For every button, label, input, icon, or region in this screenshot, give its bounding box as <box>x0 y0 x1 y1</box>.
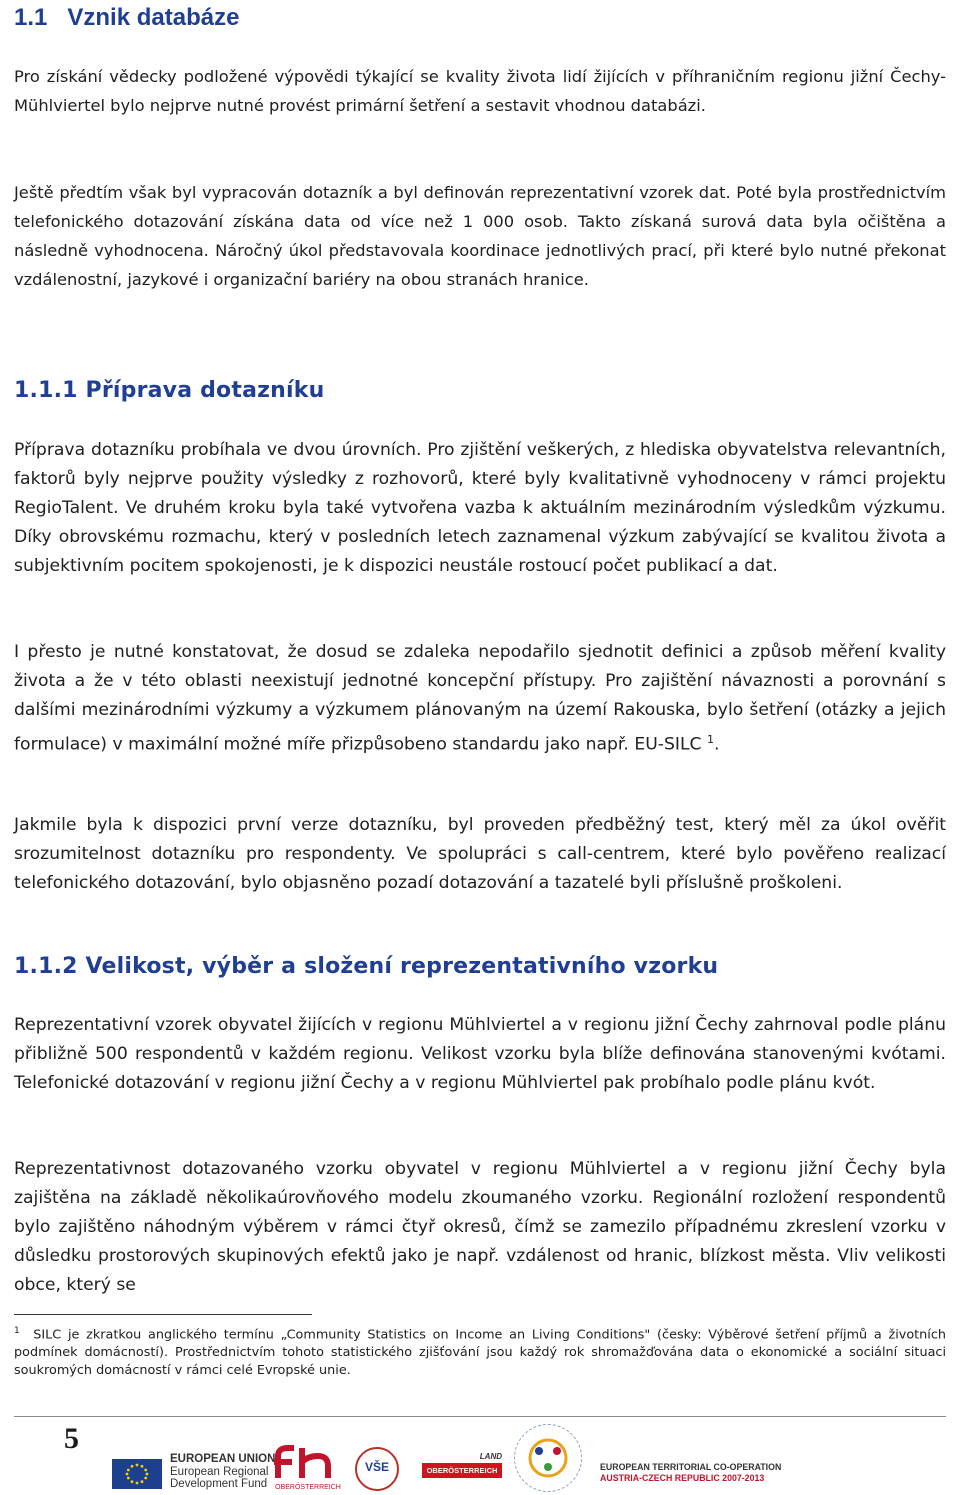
page-number: 5 <box>64 1422 79 1455</box>
eu-logo-text: EUROPEAN UNION European Regional Development Fund <box>170 1453 276 1490</box>
subsection-heading-2: 1.1.2 Velikost, výběr a složení reprezentativního vzorku <box>14 954 719 979</box>
footnote-divider <box>14 1314 312 1315</box>
footnote-ref: 1 <box>707 733 714 746</box>
sub1-paragraph-2: I přesto je nutné konstatovat, že dosud se zdaleka nepodařilo sjednotit definici a způsob měření kvality života a že v této oblasti neexistují jednotné koncepční přístupy. Pro zajištění návaznosti a porovnání s dalšími mezinárodními výzkumy a výzkumem plánovaným na území Rakouska, bylo šetření (otázky a jejich formulace) v maximální možné míře přizpůsobeno standardu jako např. EU-SILC $^1$. <box>14 642 946 755</box>
people-circle-icon <box>515 1425 581 1491</box>
cz-at-cooperation-logo <box>514 1424 582 1492</box>
section-heading: 1.1 Vznik databáze <box>14 4 240 31</box>
eu-stars-icon <box>112 1459 162 1489</box>
fh-logo: OBERÖSTERREICH <box>272 1444 344 1490</box>
intro-paragraph-1: Pro získání vědecky podložené výpovědi týkající se kvality života lidí žijících v příhraničním regionu jižní Čechy-Mühlviertel bylo nejprve nutné provést primární šetření a sestavit vhodnou databázi. <box>14 67 946 115</box>
etc-logo-text: EUROPEAN TERRITORIAL CO-OPERATION AUSTRIA-CZECH REPUBLIC 2007-2013 <box>600 1462 782 1483</box>
sub2-paragraph-2: Reprezentativnost dotazovaného vzorku obyvatel v regionu Mühlviertel a v regionu jižní Čechy byla zajištěna na základě několikaúrovňového modelu zkoumaného vzorku. Regionální rozložení respondentů bylo zajištěno náhodným výběrem v rámci čtyř okresů, čímž se zamezilo případnému zkreslení vzorku v důsledku prostorových skupinových efektů jako je např. vzdálenost od hranic, blízkost města. Vliv velikosti obce, který se <box>14 1159 946 1295</box>
fh-logo-icon <box>272 1444 344 1480</box>
sub2-paragraph-1: Reprezentativní vzorek obyvatel žijících v regionu Mühlviertel a v regionu jižní Čechy zahrnoval podle plánu přibližně 500 respondentů v každém regionu. Velikost vzorku byla blíže definována stanovenými kvótami. Telefonické dotazování v regionu jižní Čechy a v regionu Mühlviertel pak probíhalo podle plánu kvót. <box>14 1015 946 1093</box>
subsection-heading-1: 1.1.1 Příprava dotazníku <box>14 378 325 403</box>
eu-flag-icon <box>112 1459 162 1489</box>
footnote: $^1$ SILC je zkratkou anglického termínu „Community Statistics on Income an Living Conditions" (česky: Výběrové šetření příjmů a životních podmínek domácností). Prostřednictvím tohoto statistického zjišťování jsou každý rok shromažďována data o ekonomické a sociální situaci soukromých domácností v rámci celé Evropské unie. <box>14 1326 946 1378</box>
sub1-paragraph-1: Příprava dotazníku probíhala ve dvou úrovních. Pro zjištění veškerých, z hlediska obyvatelstva relevantních, faktorů byly nejprve použity výsledky z rozhovorů, které byly kvalitativně vyhodnoceny v rámci projektu RegioTalent. Ve druhém kroku byla také vytvořena vazba k aktuálním mezinárodním výsledkům výzkumu. Díky obrovskému rozmachu, který v posledních letech zaznamenal výzkum zabývající se kvalitou života a subjektivním pocitem spokojenosti, je k dispozici neustále rostoucí počet publikací a dat. <box>14 440 946 576</box>
land-oo-logo: LAND OBERÖSTERREICH <box>422 1452 502 1486</box>
sub1-paragraph-3: Jakmile byla k dispozici první verze dotazníku, byl proveden předběžný test, který měl za úkol ověřit srozumitelnost dotazníku pro respondenty. Ve spolupráci s call-centrem, které bylo pověřeno realizací telefonického dotazování, bylo objasněno pozadí dotazování a tazatelé byli příslušně proškoleni. <box>14 815 946 893</box>
vse-logo: VŠE <box>355 1447 399 1491</box>
intro-paragraph-2: Ještě předtím však byl vypracován dotazník a byl definován reprezentativní vzorek dat. Poté byla prostřednictvím telefonického dotazování získána data od více než 1 000 osob. Takto získaná surová data byla očištěna a následně vyhodnocena. Náročný úkol představovala koordinace jednotlivých prací, při které bylo nutné překonat vzdálenostní, jazykové i organizační bariéry na obou stranách hranice. <box>14 183 946 289</box>
footer-divider <box>14 1416 946 1417</box>
